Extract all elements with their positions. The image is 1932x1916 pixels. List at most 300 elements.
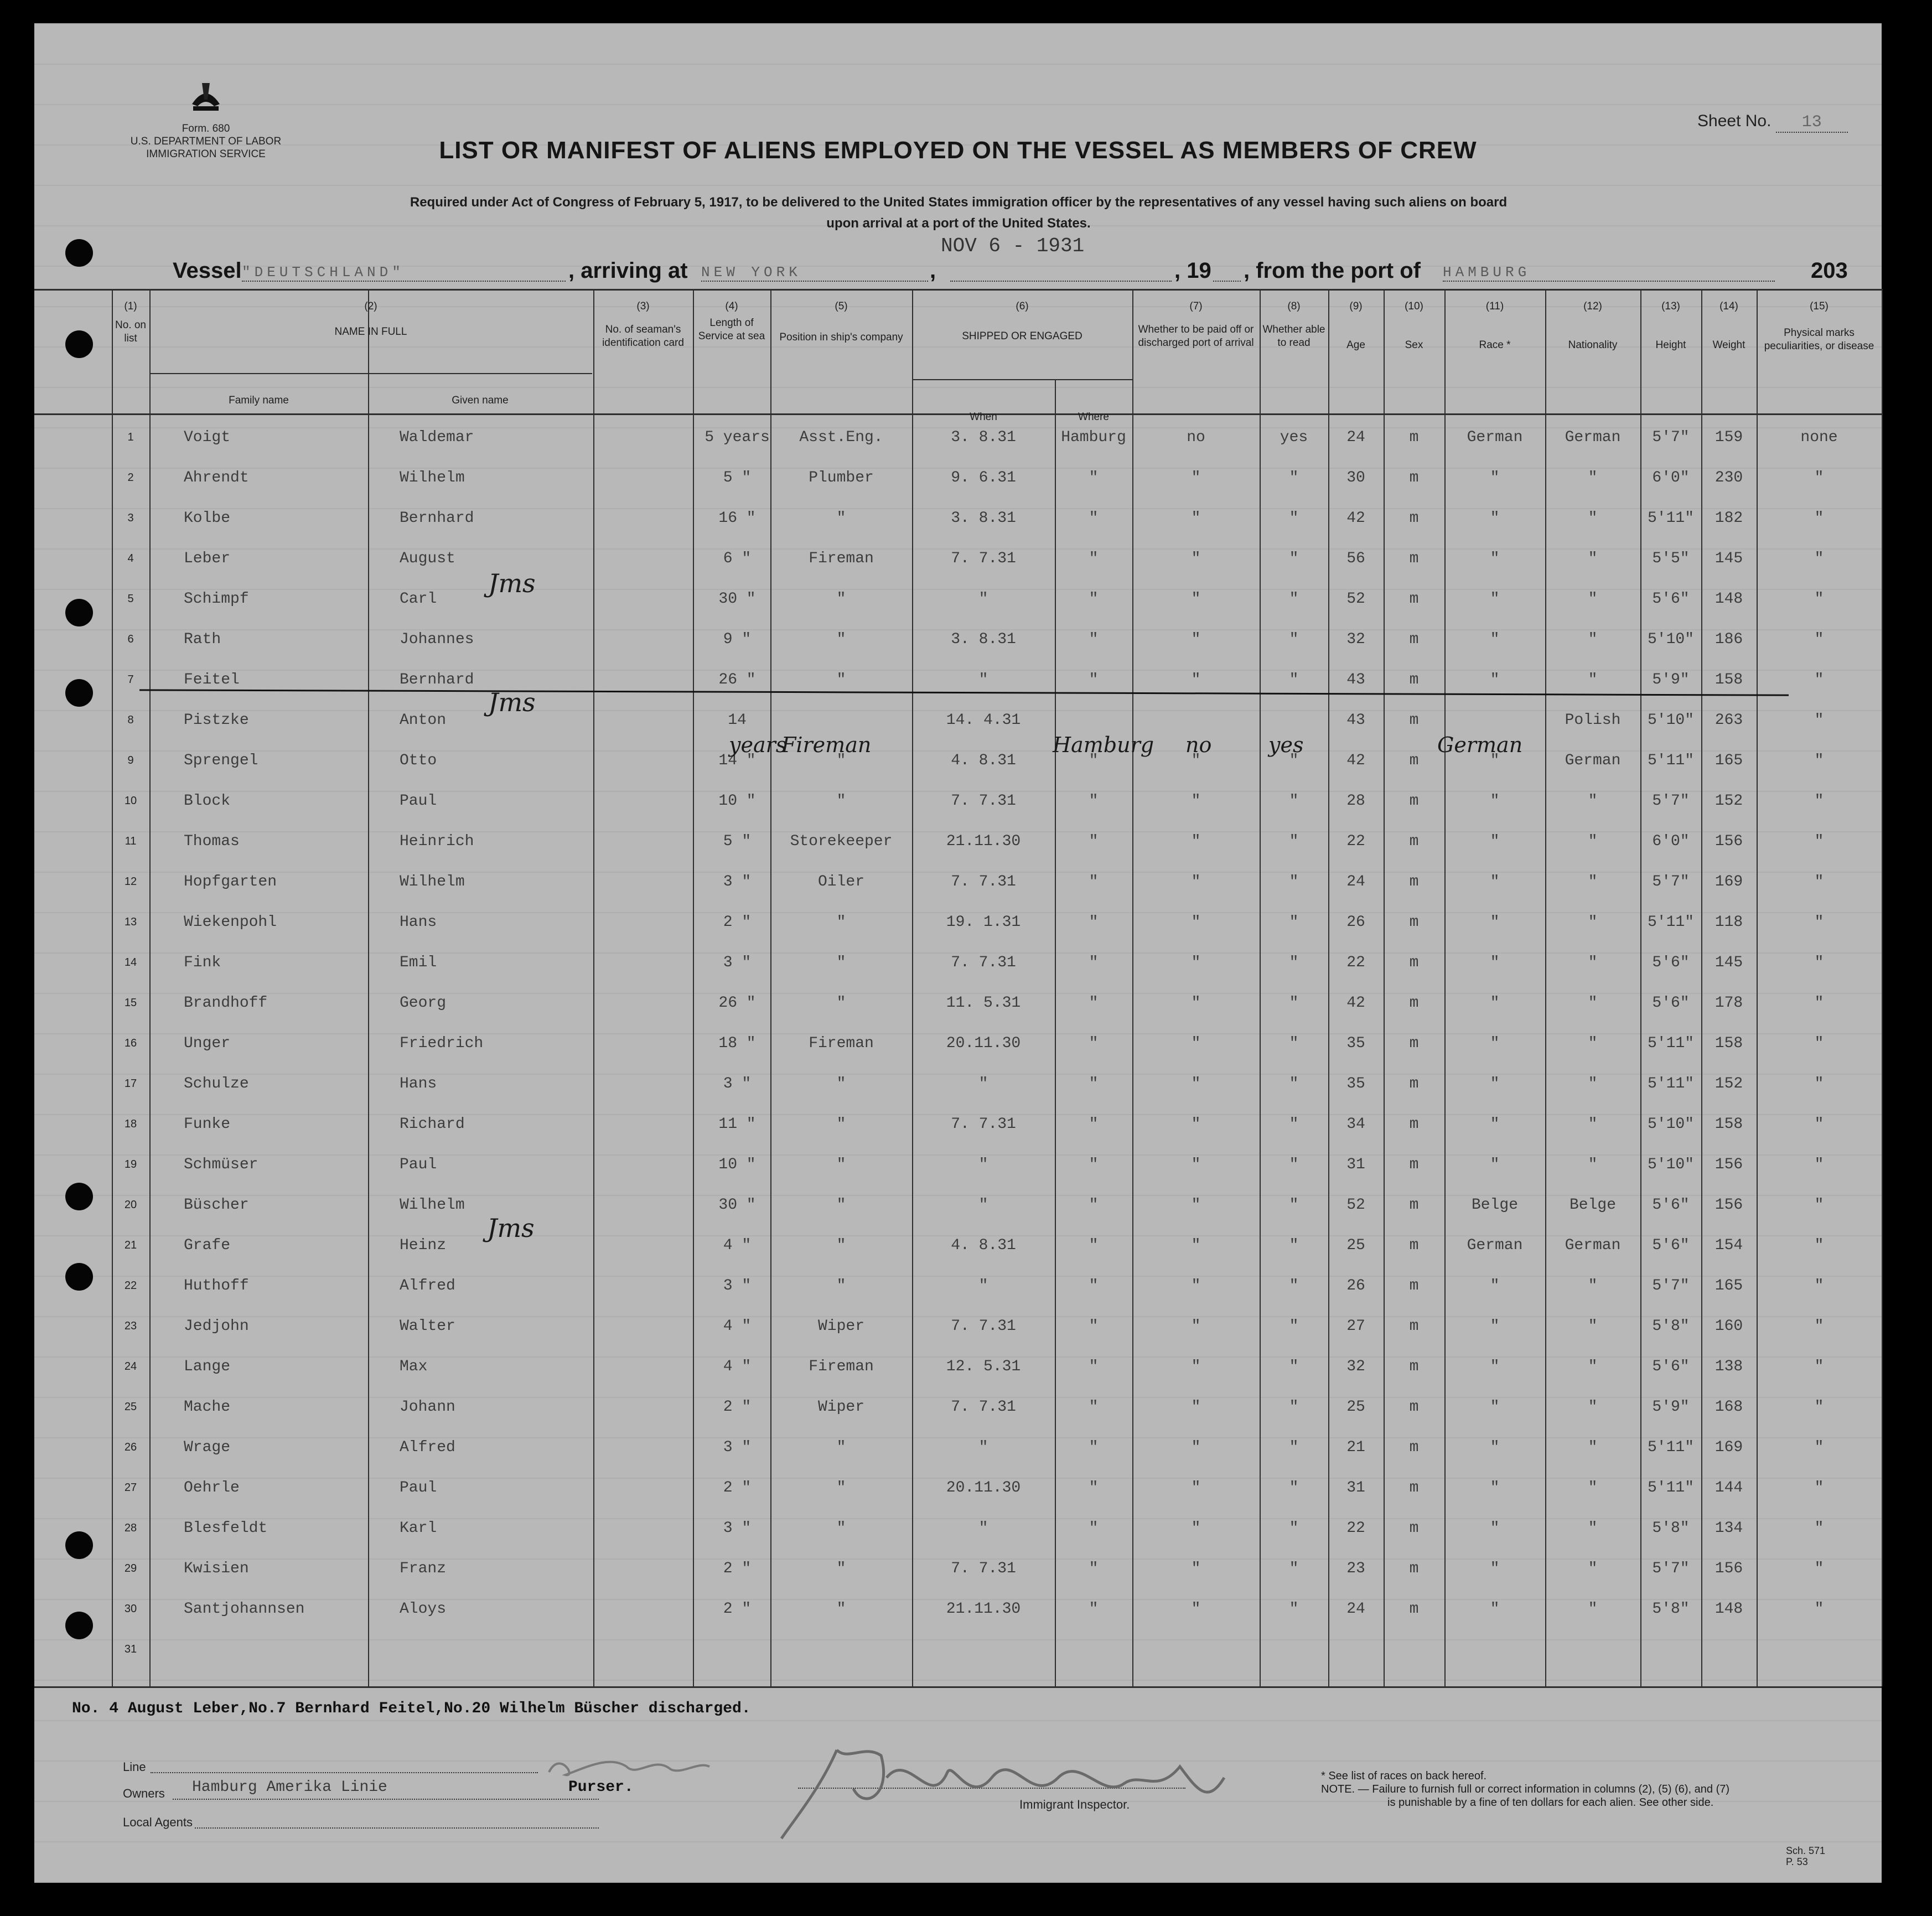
cell-race: " xyxy=(1490,1116,1500,1133)
cell-height: 5'7" xyxy=(1652,793,1690,810)
cell-paid: " xyxy=(1191,1116,1201,1133)
cell-sex: m xyxy=(1409,1601,1419,1618)
cell-service: 3 " xyxy=(723,1277,752,1294)
cell-weight: 156 xyxy=(1715,1156,1743,1173)
p-number: P. 53 xyxy=(1786,1856,1808,1867)
cell-weight: 230 xyxy=(1715,469,1743,486)
cell-position: Storekeeper xyxy=(790,833,893,850)
header-col-9: (9) Age xyxy=(1346,301,1365,351)
cell-age: 24 xyxy=(1346,1601,1365,1618)
cell-given: Hans xyxy=(400,914,437,931)
cell-marks: " xyxy=(1814,550,1824,567)
table-row xyxy=(112,1266,1882,1306)
cell-nationality: " xyxy=(1588,1358,1598,1375)
cell-sex: m xyxy=(1409,591,1419,608)
cell-when: 3. 8.31 xyxy=(951,631,1016,648)
cell-race: " xyxy=(1490,1560,1500,1577)
cell-given: Max xyxy=(400,1358,428,1375)
cell-weight: 148 xyxy=(1715,1601,1743,1618)
cell-marks: " xyxy=(1814,1035,1824,1052)
cell-no: 9 xyxy=(127,754,134,767)
page-title: LIST OR MANIFEST OF ALIENS EMPLOYED ON THE VESSEL AS MEMBERS OF CREW xyxy=(439,137,1477,164)
cell-no: 7 xyxy=(127,674,134,686)
cell-service: 16 " xyxy=(718,510,756,527)
cell-nationality: " xyxy=(1588,1601,1598,1618)
cell-given: Emil xyxy=(400,954,437,971)
cell-service: 14 xyxy=(728,712,747,729)
cell-no: 13 xyxy=(124,916,137,928)
cell-position: " xyxy=(836,1277,846,1294)
cell-sex: m xyxy=(1409,833,1419,850)
cell-height: 5'5" xyxy=(1652,550,1690,567)
cell-marks: " xyxy=(1814,1520,1824,1537)
cell-given: Karl xyxy=(400,1520,437,1537)
cell-height: 5'11" xyxy=(1647,1439,1694,1456)
cell-service: 10 " xyxy=(718,1156,756,1173)
cell-where: " xyxy=(1089,1560,1099,1577)
cell-paid: " xyxy=(1191,591,1201,608)
cell-given: Alfred xyxy=(400,1277,455,1294)
cell-marks: " xyxy=(1814,995,1824,1012)
cell-nationality: German xyxy=(1565,429,1621,446)
cell-when xyxy=(912,1629,1055,1670)
cell-paid: " xyxy=(1191,1399,1201,1416)
cell-service xyxy=(698,1629,776,1670)
cell-no: 3 xyxy=(127,512,134,524)
cell-when: " xyxy=(978,591,988,608)
cell-no: 4 xyxy=(127,552,134,565)
cell-height: 5'7" xyxy=(1652,429,1690,446)
arrival-date-blank xyxy=(950,281,1172,282)
table-row xyxy=(112,619,1882,660)
cell-position: Fireman xyxy=(809,1035,874,1052)
cell-marks: " xyxy=(1814,1075,1824,1092)
cell-marks: " xyxy=(1814,1116,1824,1133)
discharge-note: No. 4 August Leber,No.7 Bernhard Feitel,No.20 Wilhelm Büscher discharged. xyxy=(72,1700,751,1717)
cell-family: Voigt xyxy=(184,429,231,446)
cell-age: 52 xyxy=(1346,591,1365,608)
cell-family: Leber xyxy=(184,550,231,567)
cell-when: 20.11.30 xyxy=(946,1479,1021,1496)
cell-sex: m xyxy=(1409,1318,1419,1335)
cell-position: " xyxy=(836,1439,846,1456)
cell-race: " xyxy=(1490,1318,1500,1335)
cell-where: " xyxy=(1089,1318,1099,1335)
cell-race: " xyxy=(1490,1035,1500,1052)
cell-age: 31 xyxy=(1346,1479,1365,1496)
table-row xyxy=(112,498,1882,538)
cell-sex: m xyxy=(1409,429,1419,446)
handwritten-initials: Jms xyxy=(488,568,536,598)
cell-where: " xyxy=(1089,995,1099,1012)
cell-sex: m xyxy=(1409,1116,1419,1133)
cell-sex: m xyxy=(1409,914,1419,931)
cell-where: " xyxy=(1089,1156,1099,1173)
cell-given: Franz xyxy=(400,1560,447,1577)
cell-weight: 156 xyxy=(1715,1197,1743,1214)
cell-given: Paul xyxy=(400,793,437,810)
header-col-6: (6) SHIPPED OR ENGAGED xyxy=(962,301,1082,342)
cell-marks: " xyxy=(1814,793,1824,810)
cell-family: Huthoff xyxy=(184,1277,249,1294)
cell-where: " xyxy=(1089,752,1099,769)
cell-weight: 134 xyxy=(1715,1520,1743,1537)
cell-read: " xyxy=(1289,1116,1299,1133)
cell-nationality: " xyxy=(1588,873,1598,890)
cell-height: 5'11" xyxy=(1647,1075,1694,1092)
cell-family: Wiekenpohl xyxy=(184,914,277,931)
cell-no: 24 xyxy=(124,1360,137,1373)
cell-read: " xyxy=(1289,631,1299,648)
cell-race: " xyxy=(1490,914,1500,931)
punch-hole xyxy=(65,679,93,707)
cell-given: Anton xyxy=(400,712,447,729)
header-col-8: (8) Whether able to read xyxy=(1262,301,1325,349)
cell-when: 7. 7.31 xyxy=(951,550,1016,567)
cell-sex: m xyxy=(1409,712,1419,729)
table-row xyxy=(112,1589,1882,1629)
cell-weight: 169 xyxy=(1715,873,1743,890)
table-row xyxy=(112,781,1882,821)
cell-when: 7. 7.31 xyxy=(951,1399,1016,1416)
cell-when: " xyxy=(978,1197,988,1214)
cell-marks: " xyxy=(1814,1318,1824,1335)
cell-paid: " xyxy=(1191,1439,1201,1456)
cell-read: " xyxy=(1289,833,1299,850)
cell-weight: 144 xyxy=(1715,1479,1743,1496)
cell-no: 31 xyxy=(124,1643,137,1655)
cell-when: 7. 7.31 xyxy=(951,1560,1016,1577)
cell-age: 31 xyxy=(1346,1156,1365,1173)
cell-when: 7. 7.31 xyxy=(951,1116,1016,1133)
cell-no: 25 xyxy=(124,1401,137,1413)
cell-no: 14 xyxy=(124,956,137,969)
cell-when: 7. 7.31 xyxy=(951,873,1016,890)
cell-race: " xyxy=(1490,591,1500,608)
table-row xyxy=(112,821,1882,862)
cell-family: Schimpf xyxy=(184,591,249,608)
table-row xyxy=(112,417,1882,458)
cell-race: " xyxy=(1490,631,1500,648)
cell-service: 2 " xyxy=(723,1601,752,1618)
cell-read: " xyxy=(1289,1560,1299,1577)
cell-service: 5 " xyxy=(723,833,752,850)
cell-where: " xyxy=(1089,1439,1099,1456)
cell-nationality: " xyxy=(1588,591,1598,608)
cell-where: Hamburg xyxy=(1061,429,1126,446)
cell-read: " xyxy=(1289,954,1299,971)
cell-where xyxy=(1055,1629,1132,1670)
cell-sex: m xyxy=(1409,873,1419,890)
cell-given: Wilhelm xyxy=(400,469,465,486)
cell-nationality: " xyxy=(1588,1479,1598,1496)
cell-paid: " xyxy=(1191,1075,1201,1092)
cell-given: August xyxy=(400,550,455,567)
cell-family: Unger xyxy=(184,1035,231,1052)
cell-family: Fink xyxy=(184,954,221,971)
cell-age: 30 xyxy=(1346,469,1365,486)
cell-nationality: " xyxy=(1588,1277,1598,1294)
department-seal-icon xyxy=(187,77,225,122)
cell-height: 5'6" xyxy=(1652,995,1690,1012)
cell-read: " xyxy=(1289,1358,1299,1375)
cell-race: German xyxy=(1467,1237,1523,1254)
cell-nationality: " xyxy=(1588,469,1598,486)
cell-no: 20 xyxy=(124,1199,137,1211)
cell-age: 24 xyxy=(1346,429,1365,446)
cell-service: 4 " xyxy=(723,1358,752,1375)
table-row xyxy=(112,1145,1882,1185)
cell-given: Georg xyxy=(400,995,447,1012)
cell-height: 5'10" xyxy=(1647,712,1694,729)
cell-given: Johann xyxy=(400,1399,455,1416)
cell-sex: m xyxy=(1409,1075,1419,1092)
sheet-label: Sheet No. xyxy=(1697,112,1772,130)
inspector-label: Immigrant Inspector. xyxy=(1019,1798,1130,1811)
cell-weight: 118 xyxy=(1715,914,1743,931)
cell-race: " xyxy=(1490,793,1500,810)
cell-race: " xyxy=(1490,1075,1500,1092)
cell-family: Pistzke xyxy=(184,712,249,729)
cell-read: " xyxy=(1289,1035,1299,1052)
vessel-label: Vessel xyxy=(173,258,242,283)
cell-marks: " xyxy=(1814,631,1824,648)
cell-paid: " xyxy=(1191,1035,1201,1052)
cell-paid: " xyxy=(1191,1277,1201,1294)
cell-height: 5'7" xyxy=(1652,1277,1690,1294)
cell-weight: 158 xyxy=(1715,1035,1743,1052)
cell-no: 27 xyxy=(124,1482,137,1494)
cell-race: " xyxy=(1490,1601,1500,1618)
cell-sex: m xyxy=(1409,1277,1419,1294)
punch-hole xyxy=(65,1183,93,1210)
header-col-12: (12) Nationality xyxy=(1568,301,1618,351)
cell-when: 7. 7.31 xyxy=(951,954,1016,971)
cell-sex: m xyxy=(1409,1520,1419,1537)
cell-no: 15 xyxy=(124,997,137,1009)
handwritten-initials: Jms xyxy=(488,687,536,717)
cell-service: 3 " xyxy=(723,1439,752,1456)
cell-position: Fireman xyxy=(809,1358,874,1375)
table-row xyxy=(112,1185,1882,1225)
cell-no: 1 xyxy=(127,431,134,443)
cell-nationality: " xyxy=(1588,1560,1598,1577)
cell-sex: m xyxy=(1409,550,1419,567)
header-col-3: (3) No. of seaman's identification card xyxy=(602,301,684,349)
table-row xyxy=(112,1549,1882,1589)
cell-height: 5'7" xyxy=(1652,873,1690,890)
owners-value: Hamburg Amerika Linie xyxy=(192,1779,387,1796)
cell-read: " xyxy=(1289,1439,1299,1456)
cell-weight: 148 xyxy=(1715,591,1743,608)
cell-paid: " xyxy=(1191,631,1201,648)
owners-blank xyxy=(173,1799,599,1800)
cell-no: 19 xyxy=(124,1158,137,1171)
table-row xyxy=(112,1306,1882,1347)
cell-nationality: " xyxy=(1588,1035,1598,1052)
cell-race: " xyxy=(1490,1399,1500,1416)
cell-paid: " xyxy=(1191,833,1201,850)
cell-nationality: " xyxy=(1588,1439,1598,1456)
cell-age: 27 xyxy=(1346,1318,1365,1335)
cell-when: 3. 8.31 xyxy=(951,510,1016,527)
cell-age: 26 xyxy=(1346,1277,1365,1294)
cell-family: Brandhoff xyxy=(184,995,268,1012)
table-row xyxy=(112,1387,1882,1427)
table-row xyxy=(112,700,1882,740)
cell-where: " xyxy=(1089,631,1099,648)
cell-family: Grafe xyxy=(184,1237,231,1254)
cell-height: 5'11" xyxy=(1647,1035,1694,1052)
cell-service: 18 " xyxy=(718,1035,756,1052)
header-col-5: (5) Position in ship's company xyxy=(779,301,903,343)
cell-no: 10 xyxy=(124,795,137,807)
table-row xyxy=(112,1064,1882,1104)
line-blank xyxy=(151,1772,538,1773)
cell-service: 26 " xyxy=(718,995,756,1012)
cell-service: 11 " xyxy=(718,1116,756,1133)
cell-height: 5'6" xyxy=(1652,591,1690,608)
cell-given: Wilhelm xyxy=(400,1197,465,1214)
cell-position: " xyxy=(836,631,846,648)
cell-paid: " xyxy=(1191,1197,1201,1214)
cell-position: " xyxy=(836,510,846,527)
cell-read: " xyxy=(1289,1237,1299,1254)
header-given-name: Given name xyxy=(452,395,509,406)
cell-sex: m xyxy=(1409,1358,1419,1375)
punch-hole xyxy=(65,1612,93,1639)
cell-age: 28 xyxy=(1346,793,1365,810)
cell-race: " xyxy=(1490,954,1500,971)
cell-age: 42 xyxy=(1346,752,1365,769)
cell-weight: 154 xyxy=(1715,1237,1743,1254)
requirement-line-2: upon arrival at a port of the United States. xyxy=(826,216,1091,231)
handwritten-service: years xyxy=(729,733,787,757)
cell-age: 25 xyxy=(1346,1237,1365,1254)
punch-hole xyxy=(65,330,93,358)
cell-position: " xyxy=(836,752,846,769)
cell-paid xyxy=(1132,1629,1260,1670)
cell-read: " xyxy=(1289,550,1299,567)
manifest-sheet xyxy=(34,23,1882,1883)
cell-paid: " xyxy=(1191,671,1201,688)
cell-read: " xyxy=(1289,873,1299,890)
cell-where: " xyxy=(1089,1237,1099,1254)
cell-race: " xyxy=(1490,873,1500,890)
cell-service: 2 " xyxy=(723,1399,752,1416)
table-bottom-rule xyxy=(34,1686,1882,1688)
cell-where: " xyxy=(1089,1358,1099,1375)
cell-sex: m xyxy=(1409,1156,1419,1173)
table-row xyxy=(112,538,1882,579)
cell-paid: " xyxy=(1191,914,1201,931)
cell-no: 30 xyxy=(124,1603,137,1615)
cell-read: " xyxy=(1289,1399,1299,1416)
cell-read: " xyxy=(1289,995,1299,1012)
cell-given: Heinz xyxy=(400,1237,447,1254)
cell-where: " xyxy=(1089,914,1099,931)
year-label: , 19 xyxy=(1174,258,1211,283)
cell-sex: m xyxy=(1409,469,1419,486)
cell-family: Funke xyxy=(184,1116,231,1133)
cell-position: Wiper xyxy=(817,1399,864,1416)
cell-position: " xyxy=(836,1156,846,1173)
cell-age: 25 xyxy=(1346,1399,1365,1416)
cell-where: " xyxy=(1089,954,1099,971)
cell-paid: " xyxy=(1191,1601,1201,1618)
cell-when: 12. 5.31 xyxy=(946,1358,1021,1375)
vessel-line: Vessel "DEUTSCHLAND" , arriving at NEW YORK , , 19 , from the port of HAMBURG 203 xyxy=(173,258,1848,283)
cell-marks: " xyxy=(1814,752,1824,769)
cell-marks: " xyxy=(1814,873,1824,890)
cell-family: Hopfgarten xyxy=(184,873,277,890)
table-row xyxy=(112,902,1882,943)
cell-position: " xyxy=(836,954,846,971)
cell-height: 5'9" xyxy=(1652,671,1690,688)
cell-family: Jedjohn xyxy=(184,1318,249,1335)
table-row xyxy=(112,983,1882,1023)
cell-service: 30 " xyxy=(718,591,756,608)
date-stamp: NOV 6 - 1931 xyxy=(941,235,1085,257)
cell-when: 7. 7.31 xyxy=(951,793,1016,810)
cell-weight: 152 xyxy=(1715,1075,1743,1092)
cell-given: Hans xyxy=(400,1075,437,1092)
cell-where: " xyxy=(1089,550,1099,567)
cell-given xyxy=(400,1629,621,1670)
header-col-13: (13) Height xyxy=(1655,301,1686,351)
cell-race: " xyxy=(1490,1156,1500,1173)
cell-position: " xyxy=(836,1075,846,1092)
cell-no: 11 xyxy=(125,835,137,847)
cell-weight: 138 xyxy=(1715,1358,1743,1375)
cell-position: " xyxy=(836,914,846,931)
cell-paid: " xyxy=(1191,1520,1201,1537)
cell-nationality: " xyxy=(1588,550,1598,567)
cell-weight: 159 xyxy=(1715,429,1743,446)
cell-service: 3 " xyxy=(723,873,752,890)
cell-marks: " xyxy=(1814,510,1824,527)
cell-family: Ahrendt xyxy=(184,469,249,486)
cell-age: 21 xyxy=(1346,1439,1365,1456)
cell-sex: m xyxy=(1409,1439,1419,1456)
table-row xyxy=(112,1104,1882,1145)
cell-height: 5'6" xyxy=(1652,954,1690,971)
cell-family: Kolbe xyxy=(184,510,231,527)
cell-when: " xyxy=(978,1156,988,1173)
header-family-name: Family name xyxy=(229,395,289,406)
sch-number: Sch. 571 xyxy=(1786,1845,1826,1856)
cell-when: 19. 1.31 xyxy=(946,914,1021,931)
cell-paid: " xyxy=(1191,752,1201,769)
cell-read xyxy=(1260,1629,1328,1670)
cell-read: " xyxy=(1289,793,1299,810)
line-label: Line xyxy=(123,1760,146,1774)
cell-family: Kwisien xyxy=(184,1560,249,1577)
cell-given: Friedrich xyxy=(400,1035,484,1052)
header-col-15: (15) Physical marks peculiarities, or disease xyxy=(1764,301,1874,352)
cell-nationality: " xyxy=(1588,1520,1598,1537)
handwritten-position: Fireman xyxy=(781,733,872,757)
cell-weight: 156 xyxy=(1715,833,1743,850)
form-number: Form. 680 xyxy=(182,123,230,134)
cell-paid: " xyxy=(1191,1560,1201,1577)
cell-race: German xyxy=(1467,429,1523,446)
cell-height: 5'6" xyxy=(1652,1237,1690,1254)
cell-weight: 158 xyxy=(1715,671,1743,688)
cell-marks: " xyxy=(1814,1277,1824,1294)
cell-height: 5'11" xyxy=(1647,914,1694,931)
cell-service: 30 " xyxy=(718,1197,756,1214)
